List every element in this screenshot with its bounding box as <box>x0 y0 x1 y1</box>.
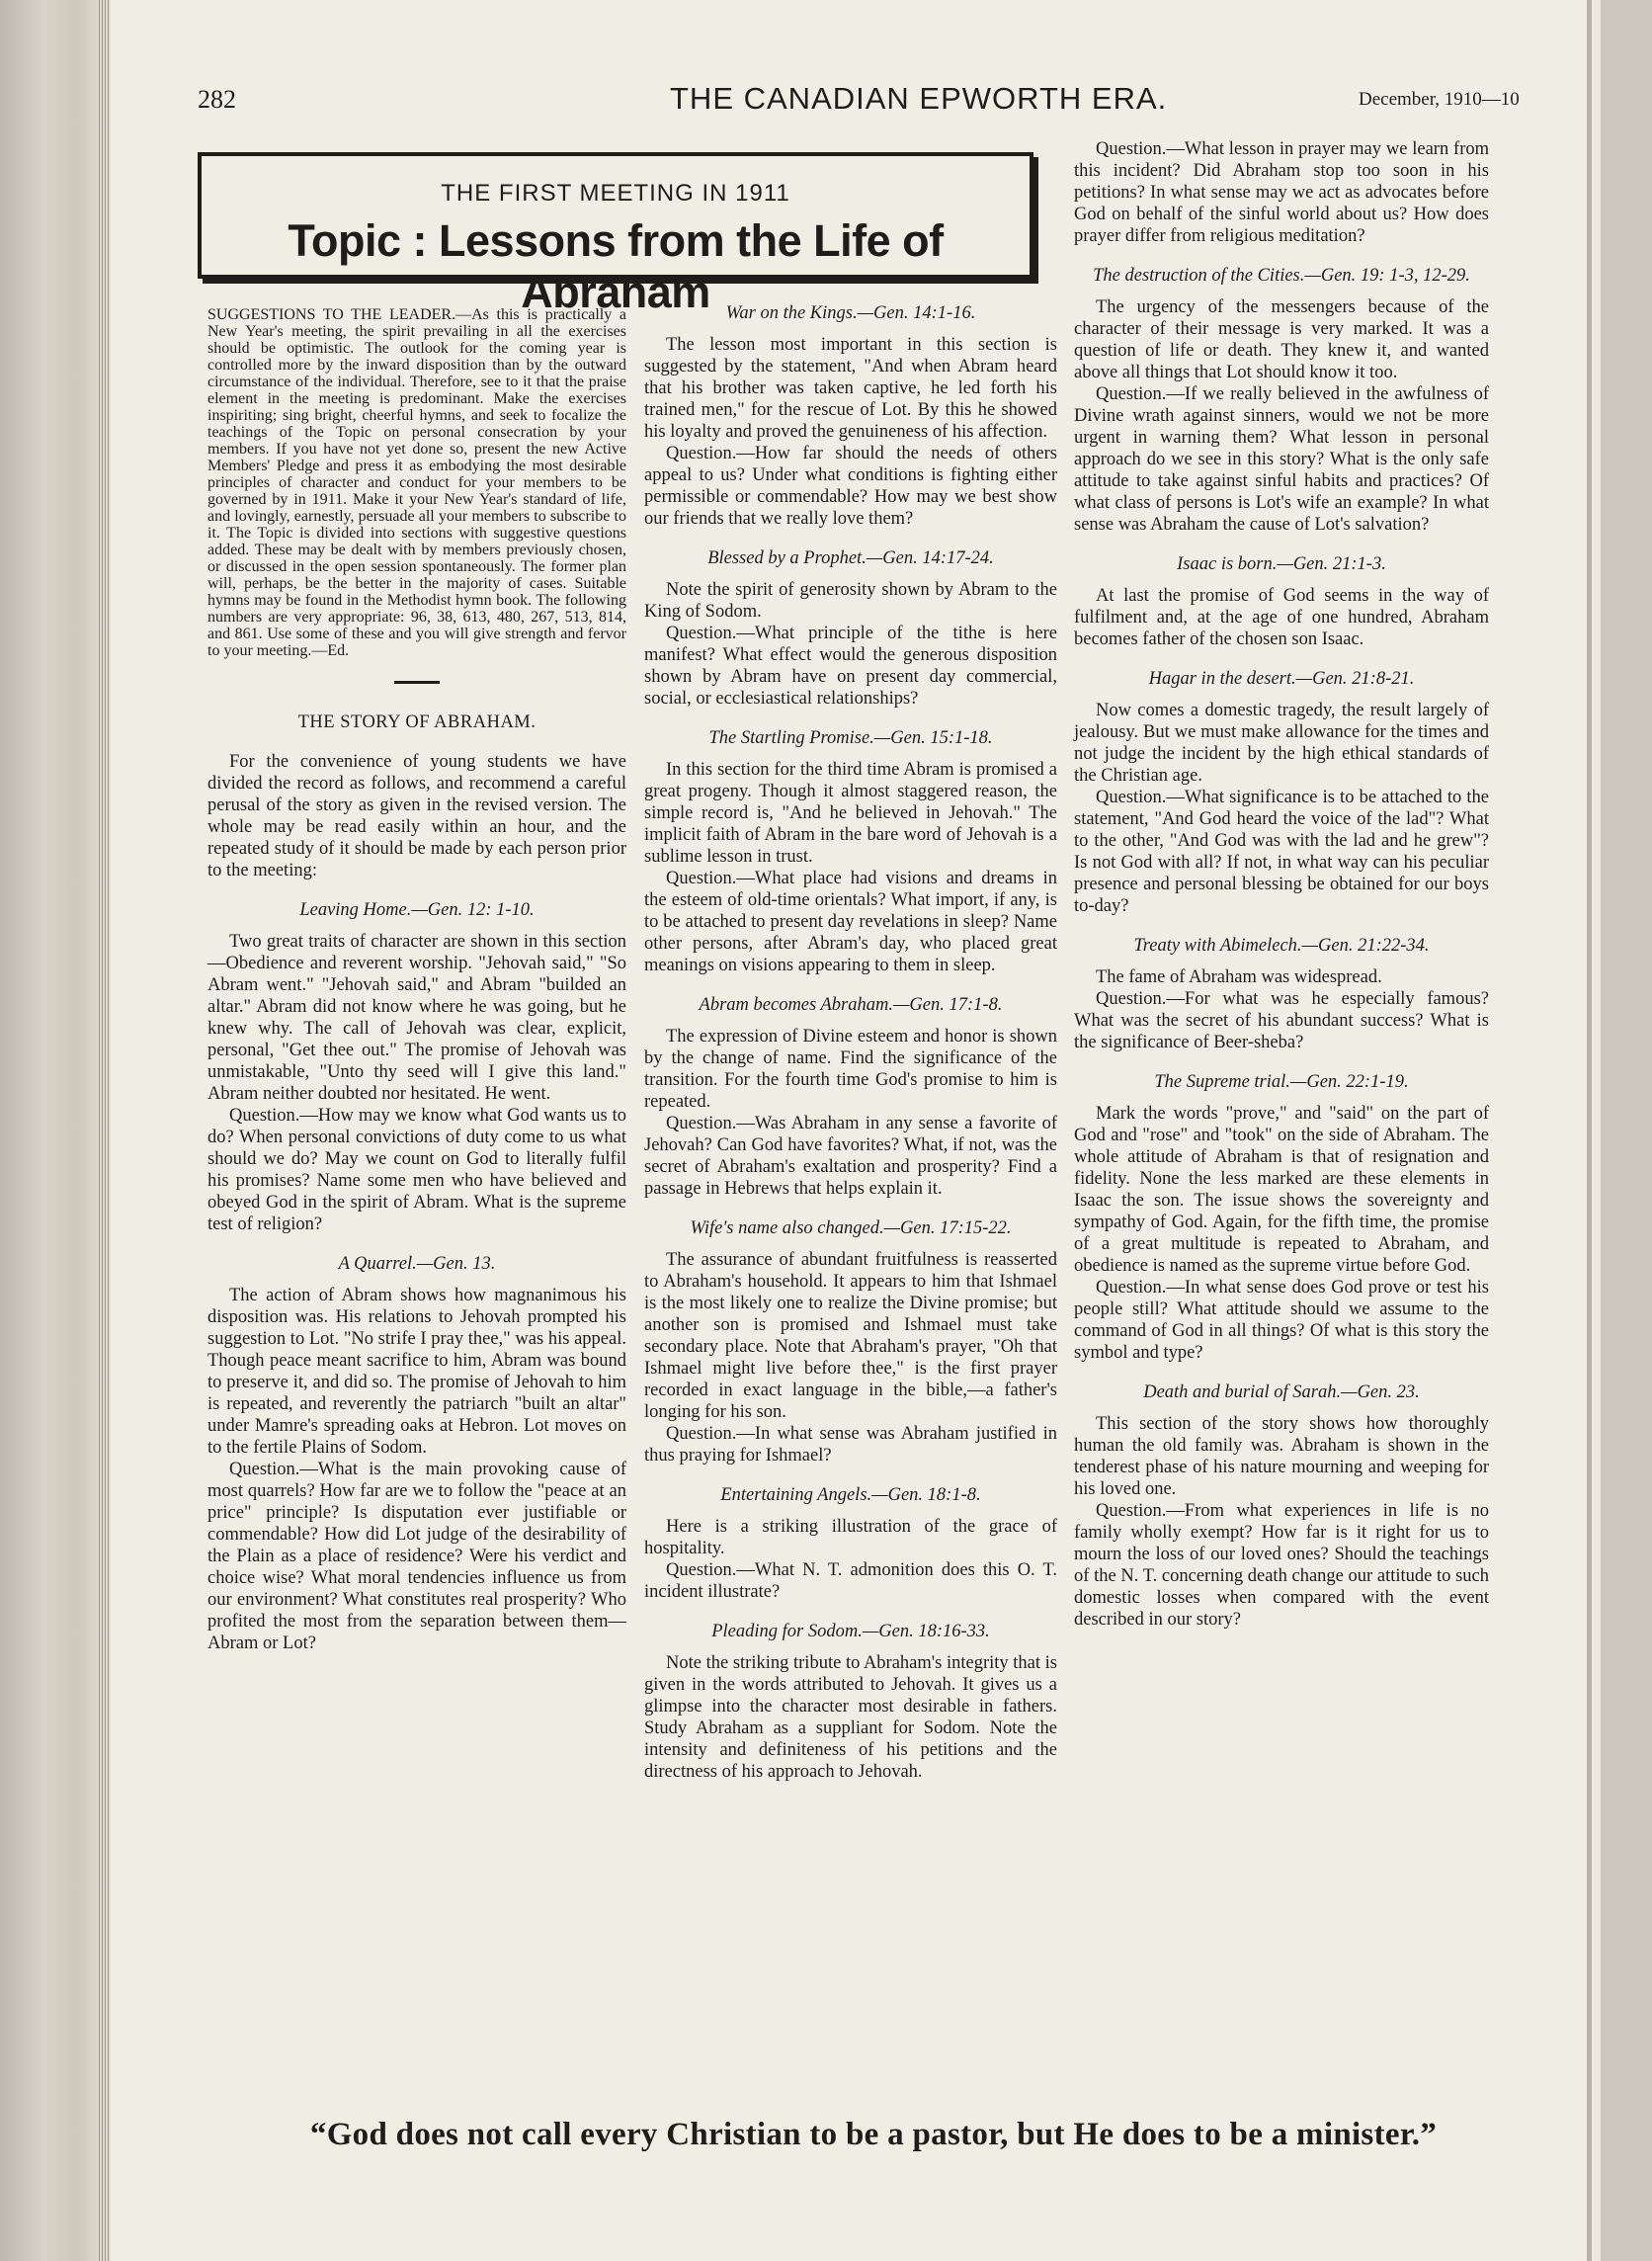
section-heading-hagar-in-desert: Hagar in the desert.—Gen. 21:8-21. <box>1148 669 1415 689</box>
next-page-edge <box>1587 0 1652 2261</box>
section-body: Note the striking tribute to Abraham's integrity that is given in the words attributed to Jehovah. It gives us a glimpse into the character most desirable in fathers. Study Abraham as a suppliant for Sodom. Note the intensity and definiteness of his petitions and the directness of his approach to Jehovah. <box>644 1653 1057 1782</box>
section-question: Question.—What significance is to be attached to the statement, "And God heard the voice of the lad"? What to the other, "And God was with the lad and he grew"? Is not God with all? If not, in what way can his peculiar presence and personal blessing be obtained for our boys to-day? <box>1074 788 1489 916</box>
section-question: Question.—What lesson in prayer may we learn from this incident? Did Abraham stop too soon in his petitions? In what sense may we act as advocates before God on behalf of the sinful world about us? How does prayer differ from religious meditation? <box>1074 139 1489 246</box>
story-heading: THE STORY OF ABRAHAM. <box>297 712 537 732</box>
section-heading-abram-becomes-abraham: Abram becomes Abraham.—Gen. 17:1-8. <box>699 995 1003 1015</box>
section-question: Question.—What principle of the tithe is here manifest? What effect would the generous disposition shown by Abram have on present day commercial, social, or ecclesiastical relationships? <box>644 624 1057 709</box>
section-question: Question.—In what sense was Abraham justified in thus praying for Ishmael? <box>644 1424 1057 1465</box>
section-question: Question.—From what experiences in life is no family wholly exempt? How far is it right for us to mourn the loss of our loved ones? Should the teachings of the N. T. concerning death change our attitude to such domestic losses when compared with the event described in our story? <box>1074 1501 1489 1630</box>
section-body: The expression of Divine esteem and honor is shown by the change of name. Find the significance of the transition. For the fourth time God's promise to him is repeated. <box>644 1027 1057 1112</box>
page-edge-lines <box>99 0 111 2261</box>
section-question: Question.—What place had visions and dreams in the esteem of old-time orientals? What import, if any, is to be attached to present day revelations in sleep? Name other persons, after Abram's day, who placed great meanings on visions appearing to them in sleep. <box>644 869 1057 975</box>
topic-title: Topic : Lessons from the Life of Abraham <box>288 215 944 317</box>
issue-date: December, 1910—10 <box>1359 89 1520 110</box>
section-heading-death-of-sarah: Death and burial of Sarah.—Gen. 23. <box>1143 1382 1420 1402</box>
section-question: Question.—If we really believed in the awfulness of Divine wrath against sinners, would we not be more urgent in warning them? What lesson in personal approach do we see in this story? What is the only safe attitude to take against sinful habits and practices? Of what class of persons is Lot's wife an example? In what sense was Abraham the cause of Lot's salvation? <box>1074 384 1489 535</box>
section-question: Question.—How far should the needs of others appeal to us? Under what conditions is fighting either permissible or commendable? How may we best show our friends that we really love them? <box>644 444 1057 529</box>
section-question: Question.—In what sense does God prove or test his people still? What attitude should we assume to the command of God in all things? Of what is this story the symbol and type? <box>1074 1278 1489 1363</box>
section-heading-entertaining-angels: Entertaining Angels.—Gen. 18:1-8. <box>720 1485 981 1505</box>
section-question: Question.—For what was he especially famous? What was the secret of his abundant success? What is the significance of Beer-sheba? <box>1074 989 1489 1052</box>
page-number: 282 <box>198 85 236 114</box>
section-heading-treaty-with-abimelech: Treaty with Abimelech.—Gen. 21:22-34. <box>1133 936 1430 956</box>
section-body: The lesson most important in this section is suggested by the statement, "And when Abram heard that his brother was taken captive, he led forth his trained men," for the rescue of Lot. By this he showed his loyalty and proved the genuineness of his affection. <box>644 335 1057 442</box>
section-body: Here is a striking illustration of the grace of hospitality. <box>644 1517 1057 1558</box>
section-heading-leaving-home: Leaving Home.—Gen. 12: 1-10. <box>299 900 535 920</box>
section-body: Now comes a domestic tragedy, the result largely of jealousy. But we must make allowance for the times and not judge the incident by the high ethical standards of the Christian age. <box>1074 701 1489 786</box>
section-heading-wife-name-changed: Wife's name also changed.—Gen. 17:15-22. <box>690 1218 1012 1238</box>
section-question: Question.—What N. T. admonition does this O. T. incident illustrate? <box>644 1560 1057 1602</box>
section-heading-startling-promise: The Startling Promise.—Gen. 15:1-18. <box>708 728 993 748</box>
meeting-subtitle: THE FIRST MEETING IN 1911 <box>441 180 790 207</box>
footer-quote: “God does not call every Christian to be a pastor, but He does to be a minister.” <box>309 2117 1438 2152</box>
section-heading-war-on-kings: War on the Kings.—Gen. 14:1-16. <box>725 303 976 323</box>
section-body: The action of Abram shows how magnanimous his disposition was. His relations to Jehovah prompted his suggestion to Lot. "No strife I pray thee," was his appeal. Though peace meant sacrifice to him, Abram was bound to preserve it, and did so. The promise of Jehovah to him is repeated, and reverently the patriarch "built an altar" under Mamre's spreading oaks at Hebron. Lot moves on to the fertile Plains of Sodom. <box>207 1286 626 1458</box>
section-heading-isaac-is-born: Isaac is born.—Gen. 21:1-3. <box>1177 554 1386 574</box>
section-body: The urgency of the messengers because of the character of their message is very marked. It was a question of life or death. They knew it, and wanted above all things that Lot should know it too. <box>1074 297 1489 382</box>
section-question: Question.—How may we know what God wants us to do? When personal convictions of duty come to us what should we do? May we count on God to literally fulfil his promises? Name some men who have believed and obeyed God in the spirit of Abram. What is the supreme test of religion? <box>207 1106 626 1234</box>
section-body: At last the promise of God seems in the way of fulfilment and, at the age of one hundred, Abraham becomes father of the chosen son Isaac. <box>1074 586 1489 649</box>
section-question: Question.—What is the main provoking cause of most quarrels? How far are we to follow the "peace at an price" principle? Is disputation ever justifiable or commendable? How did Lot judge of the desirability of the Plain as a place of residence? Were his verdict and choice wise? What moral tendencies influence us from our environment? What constitutes real prosperity? Who profited the most from the separation between them—Abram or Lot? <box>207 1460 626 1653</box>
magazine-page <box>111 0 1587 2261</box>
book-spine-edge <box>0 0 111 2261</box>
section-body: The assurance of abundant fruitfulness is reasserted to Abraham's household. It appears to him that Ishmael is the most likely one to realize the Divine promise; but another son is promised and Ishmael must take secondary place. Note that Abraham's prayer, "Oh that Ishmael might live before thee," is the first prayer recorded in exact language in the bible,—a father's longing for his son. <box>644 1250 1057 1422</box>
running-head <box>198 81 1591 125</box>
column-2 <box>644 302 1057 1783</box>
section-body: In this section for the third time Abram is promised a great progeny. Though it almost staggered reason, the simple record is, "And he believed in Jehovah." The implicit faith of Abram in the bare word of Jehovah is a sublime lesson in trust. <box>644 760 1057 867</box>
section-body: The fame of Abraham was widespread. <box>1096 967 1382 987</box>
column-1 <box>207 306 626 1654</box>
section-heading-supreme-trial: The Supreme trial.—Gen. 22:1-19. <box>1154 1072 1409 1092</box>
section-body: Note the spirit of generosity shown by Abram to the King of Sodom. <box>644 580 1057 622</box>
section-question: Question.—Was Abraham in any sense a favorite of Jehovah? Can God have favorites? What, if not, was the secret of Abraham's exaltation and prosperity? Find a passage in Hebrews that helps explain it. <box>644 1114 1057 1199</box>
section-heading-a-quarrel: A Quarrel.—Gen. 13. <box>338 1254 496 1274</box>
section-divider <box>394 681 440 684</box>
journal-title: THE CANADIAN EPWORTH ERA. <box>670 81 1168 116</box>
story-intro: For the convenience of young students we have divided the record as follows, and recommend a careful perusal of the story as given in the revised version. The whole may be read easily within an hour, and the repeated study of it should be made by each person prior to the meeting: <box>207 752 626 880</box>
section-heading-destruction-of-cities: The destruction of the Cities.—Gen. 19: 1-3, 12-29. <box>1093 266 1470 286</box>
leader-suggestions: SUGGESTIONS TO THE LEADER.—As this is practically a New Year's meeting, the spirit prevailing in all the exercises should be optimistic. The outlook for the coming year is controlled more by the inward disposition than by the outward circumstance of the individual. Therefore, see to it that the praise element in the meeting is predominant. Make the exercises inspiriting; sing bright, cheerful hymns, and seek to focalize the teachings of the Topic on personal consecration by your members. If you have not yet done so, present the new Active Members' Pledge and press it as embodying the most desirable principles of character and conduct for your members to be governed by in 1911. Make it your New Year's standard of life, and lovingly, earnestly, persuade all your members to subscribe to it. The Topic is divided into sections with suggestive questions added. These may be dealt with by members previously chosen, or discussed in the open session spontaneously. The former plan will, perhaps, be the better in the majority of cases. Suitable hymns may be found in the Methodist hymn book. The following numbers are very appropriate: 96, 38, 613, 480, 267, 513, 814, and 861. Use some of these and you will give strength and fervor to your meeting.—Ed. <box>207 306 626 659</box>
section-body: This section of the story shows how thoroughly human the old family was. Abraham is shown in the tenderest phase of his nature mourning and weeping for his loved one. <box>1074 1414 1489 1499</box>
section-heading-blessed-by-prophet: Blessed by a Prophet.—Gen. 14:17-24. <box>707 548 994 568</box>
section-heading-pleading-for-sodom: Pleading for Sodom.—Gen. 18:16-33. <box>711 1622 990 1641</box>
section-body: Two great traits of character are shown in this section—Obedience and reverent worship. "Jehovah said," "So Abram went." "Jehovah said," and Abram "builded an altar." Abram did not know where he was going, but he knew why. The call of Jehovah was clear, explicit, personal, "Get thee out." The promise of Jehovah was unmistakable, "Unto thy seed will I give this land." Abram neither doubted nor hesitated. He went. <box>207 932 626 1104</box>
column-3 <box>1074 138 1489 1631</box>
section-body: Mark the words "prove," and "said" on the part of God and "rose" and "took" on the side of Abraham. The whole attitude of Abraham is that of resignation and fidelity. None the less marked are these elements in Isaac the son. The issue shows the sovereignty and sympathy of God. Again, for the fifth time, the promise of a great multitude is repeated to Abraham, and obedience is named as the supreme virtue before God. <box>1074 1104 1489 1276</box>
